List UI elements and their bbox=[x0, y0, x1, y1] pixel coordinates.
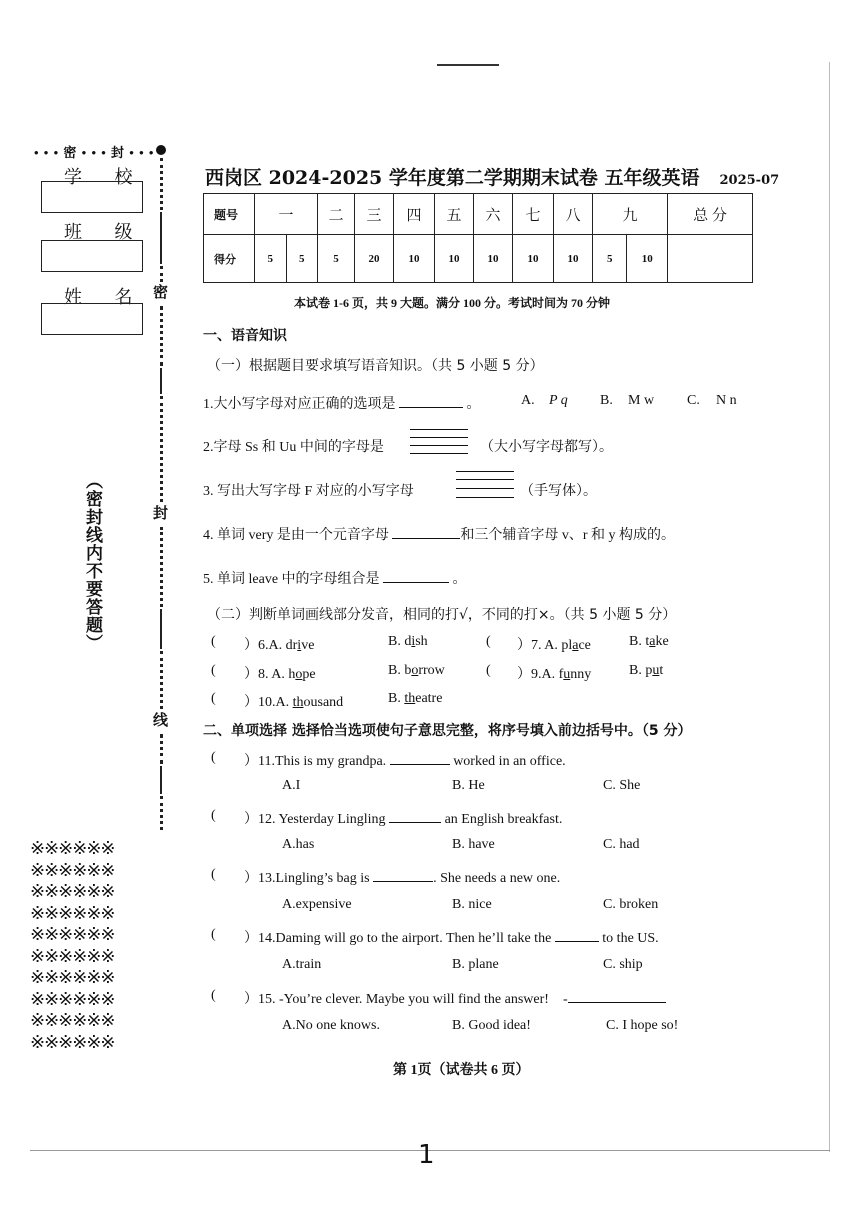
q1-option-c: N n bbox=[716, 393, 737, 408]
q14-text: ）14.Daming will go to the airport. Then he’ll take the to the US. bbox=[244, 931, 659, 946]
points-cell: 10 bbox=[394, 235, 435, 283]
q11-paren[interactable]: ( bbox=[211, 750, 216, 765]
q14-blank[interactable] bbox=[555, 929, 599, 942]
q2-line-3 bbox=[410, 445, 468, 446]
header-cell: 七 bbox=[513, 194, 554, 235]
exam-date: 2025-07 bbox=[719, 173, 780, 188]
q7-paren[interactable]: ( bbox=[486, 634, 491, 649]
score-table-header-row bbox=[204, 194, 753, 235]
q12-text: ）12. Yesterday Lingling an English breakfast. bbox=[244, 812, 563, 827]
q13-paren[interactable]: ( bbox=[211, 867, 216, 882]
seal-char-feng: 封 bbox=[153, 506, 169, 522]
q2-line-1 bbox=[410, 429, 468, 430]
page-edge bbox=[829, 62, 830, 1152]
q8-paren[interactable]: ( bbox=[211, 663, 216, 678]
q8-option-b: B. borrow bbox=[388, 663, 445, 678]
seal-solid-1 bbox=[160, 212, 162, 264]
school-field[interactable] bbox=[41, 181, 143, 213]
q12-option-a: A.has bbox=[282, 837, 315, 852]
q3-text: 3. 写出大写字母 F 对应的小写字母 bbox=[203, 484, 414, 499]
q1-text: 1.大小写字母对应正确的选项是 bbox=[203, 397, 396, 412]
header-cell: 四 bbox=[394, 194, 435, 235]
q5 bbox=[203, 568, 467, 588]
q11-option-b: B. He bbox=[452, 778, 485, 793]
header-cell: 五 bbox=[435, 194, 474, 235]
q6-option-a: ）6.A. drive bbox=[244, 638, 315, 653]
q1-option-c-label: C. bbox=[687, 393, 700, 408]
q6-paren[interactable]: ( bbox=[211, 634, 216, 649]
points-cell: 5 bbox=[593, 235, 627, 283]
q4-blank[interactable] bbox=[392, 526, 460, 539]
q13-option-c: C. broken bbox=[603, 897, 659, 912]
q14-option-a: A.train bbox=[282, 957, 322, 972]
q15-paren[interactable]: ( bbox=[211, 988, 216, 1003]
q12-blank[interactable] bbox=[389, 810, 441, 823]
points-cell: 5 bbox=[286, 235, 318, 283]
seal-dots-3 bbox=[160, 306, 163, 366]
q15-blank[interactable] bbox=[568, 990, 666, 1003]
score-table bbox=[203, 193, 753, 283]
seal-solid-3 bbox=[160, 609, 162, 649]
header-cell-total: 总 分 bbox=[668, 194, 753, 235]
seal-dots-1 bbox=[160, 158, 163, 210]
q9-paren[interactable]: ( bbox=[486, 663, 491, 678]
seal-line-top-text: • • • 密 • • • 封 • • • bbox=[34, 145, 155, 160]
seal-dots-7 bbox=[160, 734, 163, 764]
q13-option-a: A.expensive bbox=[282, 897, 352, 912]
q9-option-a: ）9.A. funny bbox=[517, 667, 592, 682]
points-cell: 10 bbox=[554, 235, 593, 283]
q1-blank[interactable] bbox=[399, 395, 463, 408]
q5-end: 。 bbox=[452, 572, 467, 587]
row-label-score: 得分 bbox=[204, 235, 255, 283]
points-cell: 10 bbox=[435, 235, 474, 283]
q3 bbox=[203, 480, 414, 500]
q12-paren[interactable]: ( bbox=[211, 808, 216, 823]
q2-note: （大小写字母都写）。 bbox=[480, 440, 613, 455]
page-info: 第 1页（试卷共 6 页） bbox=[393, 1063, 530, 1078]
q15-text: ）15. -You’re clever. Maybe you will find the answer! - bbox=[244, 988, 666, 1008]
header-cell: 二 bbox=[318, 194, 355, 235]
q2-text: 2.字母 Ss 和 Uu 中间的字母是 bbox=[203, 440, 384, 455]
q8-option-a: ）8. A. hope bbox=[244, 667, 316, 682]
header-cell: 八 bbox=[554, 194, 593, 235]
cross-pattern: ※※※※※※ ※※※※※※ ※※※※※※ ※※※※※※ ※※※※※※ ※※※※※※ ※※※※※※ ※※※※※※ ※※※※※※ ※※※※※※ bbox=[30, 838, 115, 1052]
exam-info: 本试卷 1-6 页，共 9 大题。满分 100 分。考试时间为 70 分钟 bbox=[294, 296, 610, 310]
q4-rest: 和三个辅音字母 v、r 和 y 构成的。 bbox=[460, 528, 676, 543]
q2-line-2 bbox=[410, 437, 468, 438]
name-label: 姓 名 bbox=[64, 287, 147, 307]
points-cell: 5 bbox=[318, 235, 355, 283]
q14-option-c: C. ship bbox=[603, 957, 643, 972]
q1-option-b: M w bbox=[628, 393, 655, 408]
q3-note: （手写体）。 bbox=[520, 484, 597, 499]
part1-title: （一）根据题目要求填写语音知识。（共 5 小题 5 分） bbox=[207, 358, 544, 374]
class-field[interactable] bbox=[41, 240, 143, 272]
q1-option-b-label: B. bbox=[600, 393, 613, 408]
q14-paren[interactable]: ( bbox=[211, 927, 216, 942]
q11-blank[interactable] bbox=[390, 752, 450, 765]
q6-option-b: B. dish bbox=[388, 634, 428, 649]
seal-char-xian: 线 bbox=[153, 713, 169, 729]
header-cell: 三 bbox=[355, 194, 394, 235]
q13-option-b: B. nice bbox=[452, 897, 492, 912]
q1-end: 。 bbox=[466, 397, 481, 412]
q12-option-c: C. had bbox=[603, 837, 640, 852]
q11-text: ）11.This is my grandpa. worked in an office. bbox=[244, 754, 566, 769]
seal-dots-2 bbox=[160, 266, 163, 282]
q15-option-a: A.No one knows. bbox=[282, 1018, 380, 1033]
q13-blank[interactable] bbox=[373, 869, 433, 882]
q3-line-4[interactable] bbox=[456, 497, 514, 498]
seal-dots-5 bbox=[160, 527, 163, 607]
part2-title: （二）判断单词画线部分发音，相同的打√，不同的打×。（共 5 小题 5 分） bbox=[207, 607, 677, 623]
points-cell: 10 bbox=[627, 235, 668, 283]
points-cell: 5 bbox=[255, 235, 287, 283]
seal-solid-2 bbox=[160, 368, 162, 394]
header-cell: 九 bbox=[593, 194, 668, 235]
seal-dots-6 bbox=[160, 651, 163, 709]
name-field[interactable] bbox=[41, 303, 143, 335]
points-cell: 20 bbox=[355, 235, 394, 283]
q1-option-a: P q bbox=[549, 393, 568, 408]
page-number: 1 bbox=[418, 1140, 435, 1170]
q15-option-b: B. Good idea! bbox=[452, 1018, 531, 1033]
q1 bbox=[203, 393, 481, 413]
q2-line-4[interactable] bbox=[410, 453, 468, 454]
q12-option-b: B. have bbox=[452, 837, 495, 852]
q3-line-2 bbox=[456, 479, 514, 480]
header-cell: 六 bbox=[474, 194, 513, 235]
seal-instruction: （密封线内不要答题） bbox=[82, 472, 102, 652]
seal-dots-8 bbox=[160, 796, 163, 830]
q4-text: 4. 单词 very 是由一个元音字母 bbox=[203, 528, 389, 543]
q2 bbox=[203, 436, 384, 456]
q10-paren[interactable]: ( bbox=[211, 691, 216, 706]
q13-text: ）13.Lingling’s bag is . She needs a new one. bbox=[244, 871, 561, 886]
q11-option-c: C. She bbox=[603, 778, 641, 793]
score-table-points-row bbox=[204, 235, 753, 283]
top-rule bbox=[437, 64, 499, 66]
q7-option-a: ）7. A. place bbox=[517, 638, 591, 653]
points-cell: 10 bbox=[513, 235, 554, 283]
q5-text: 5. 单词 leave 中的字母组合是 bbox=[203, 572, 380, 587]
seal-dots-4 bbox=[160, 396, 163, 502]
q14-option-b: B. plane bbox=[452, 957, 499, 972]
title-text: 西岗区 2024-2025 学年度第二学期期末试卷 五年级英语 bbox=[205, 167, 700, 189]
q10-option-a: ）10.A. thousand bbox=[244, 695, 344, 710]
seal-dot-icon bbox=[156, 145, 166, 155]
q10-option-b: B. theatre bbox=[388, 691, 443, 706]
q3-line-3 bbox=[456, 488, 514, 489]
school-label: 学 校 bbox=[64, 167, 147, 187]
q7-option-b: B. take bbox=[629, 634, 669, 649]
section1-title: 一、语音知识 bbox=[203, 328, 287, 344]
q4 bbox=[203, 524, 675, 544]
seal-solid-4 bbox=[160, 766, 162, 794]
exam-title bbox=[205, 163, 779, 190]
q1-option-a-label: A. bbox=[521, 393, 535, 408]
q11-option-a: A.I bbox=[282, 778, 301, 793]
points-cell: 10 bbox=[474, 235, 513, 283]
class-label: 班 级 bbox=[64, 222, 147, 242]
seal-char-mi: 密 bbox=[153, 285, 169, 301]
q5-blank[interactable] bbox=[383, 570, 449, 583]
q3-line-1 bbox=[456, 471, 514, 472]
total-score-cell[interactable] bbox=[668, 235, 753, 283]
q9-option-b: B. put bbox=[629, 663, 664, 678]
q15-option-c: C. I hope so! bbox=[606, 1018, 679, 1033]
section2-title: 二、单项选择 选择恰当选项使句子意思完整，将序号填入前边括号中。（5 分） bbox=[203, 723, 692, 739]
row-label-question: 题号 bbox=[204, 194, 255, 235]
header-cell: 一 bbox=[255, 194, 318, 235]
